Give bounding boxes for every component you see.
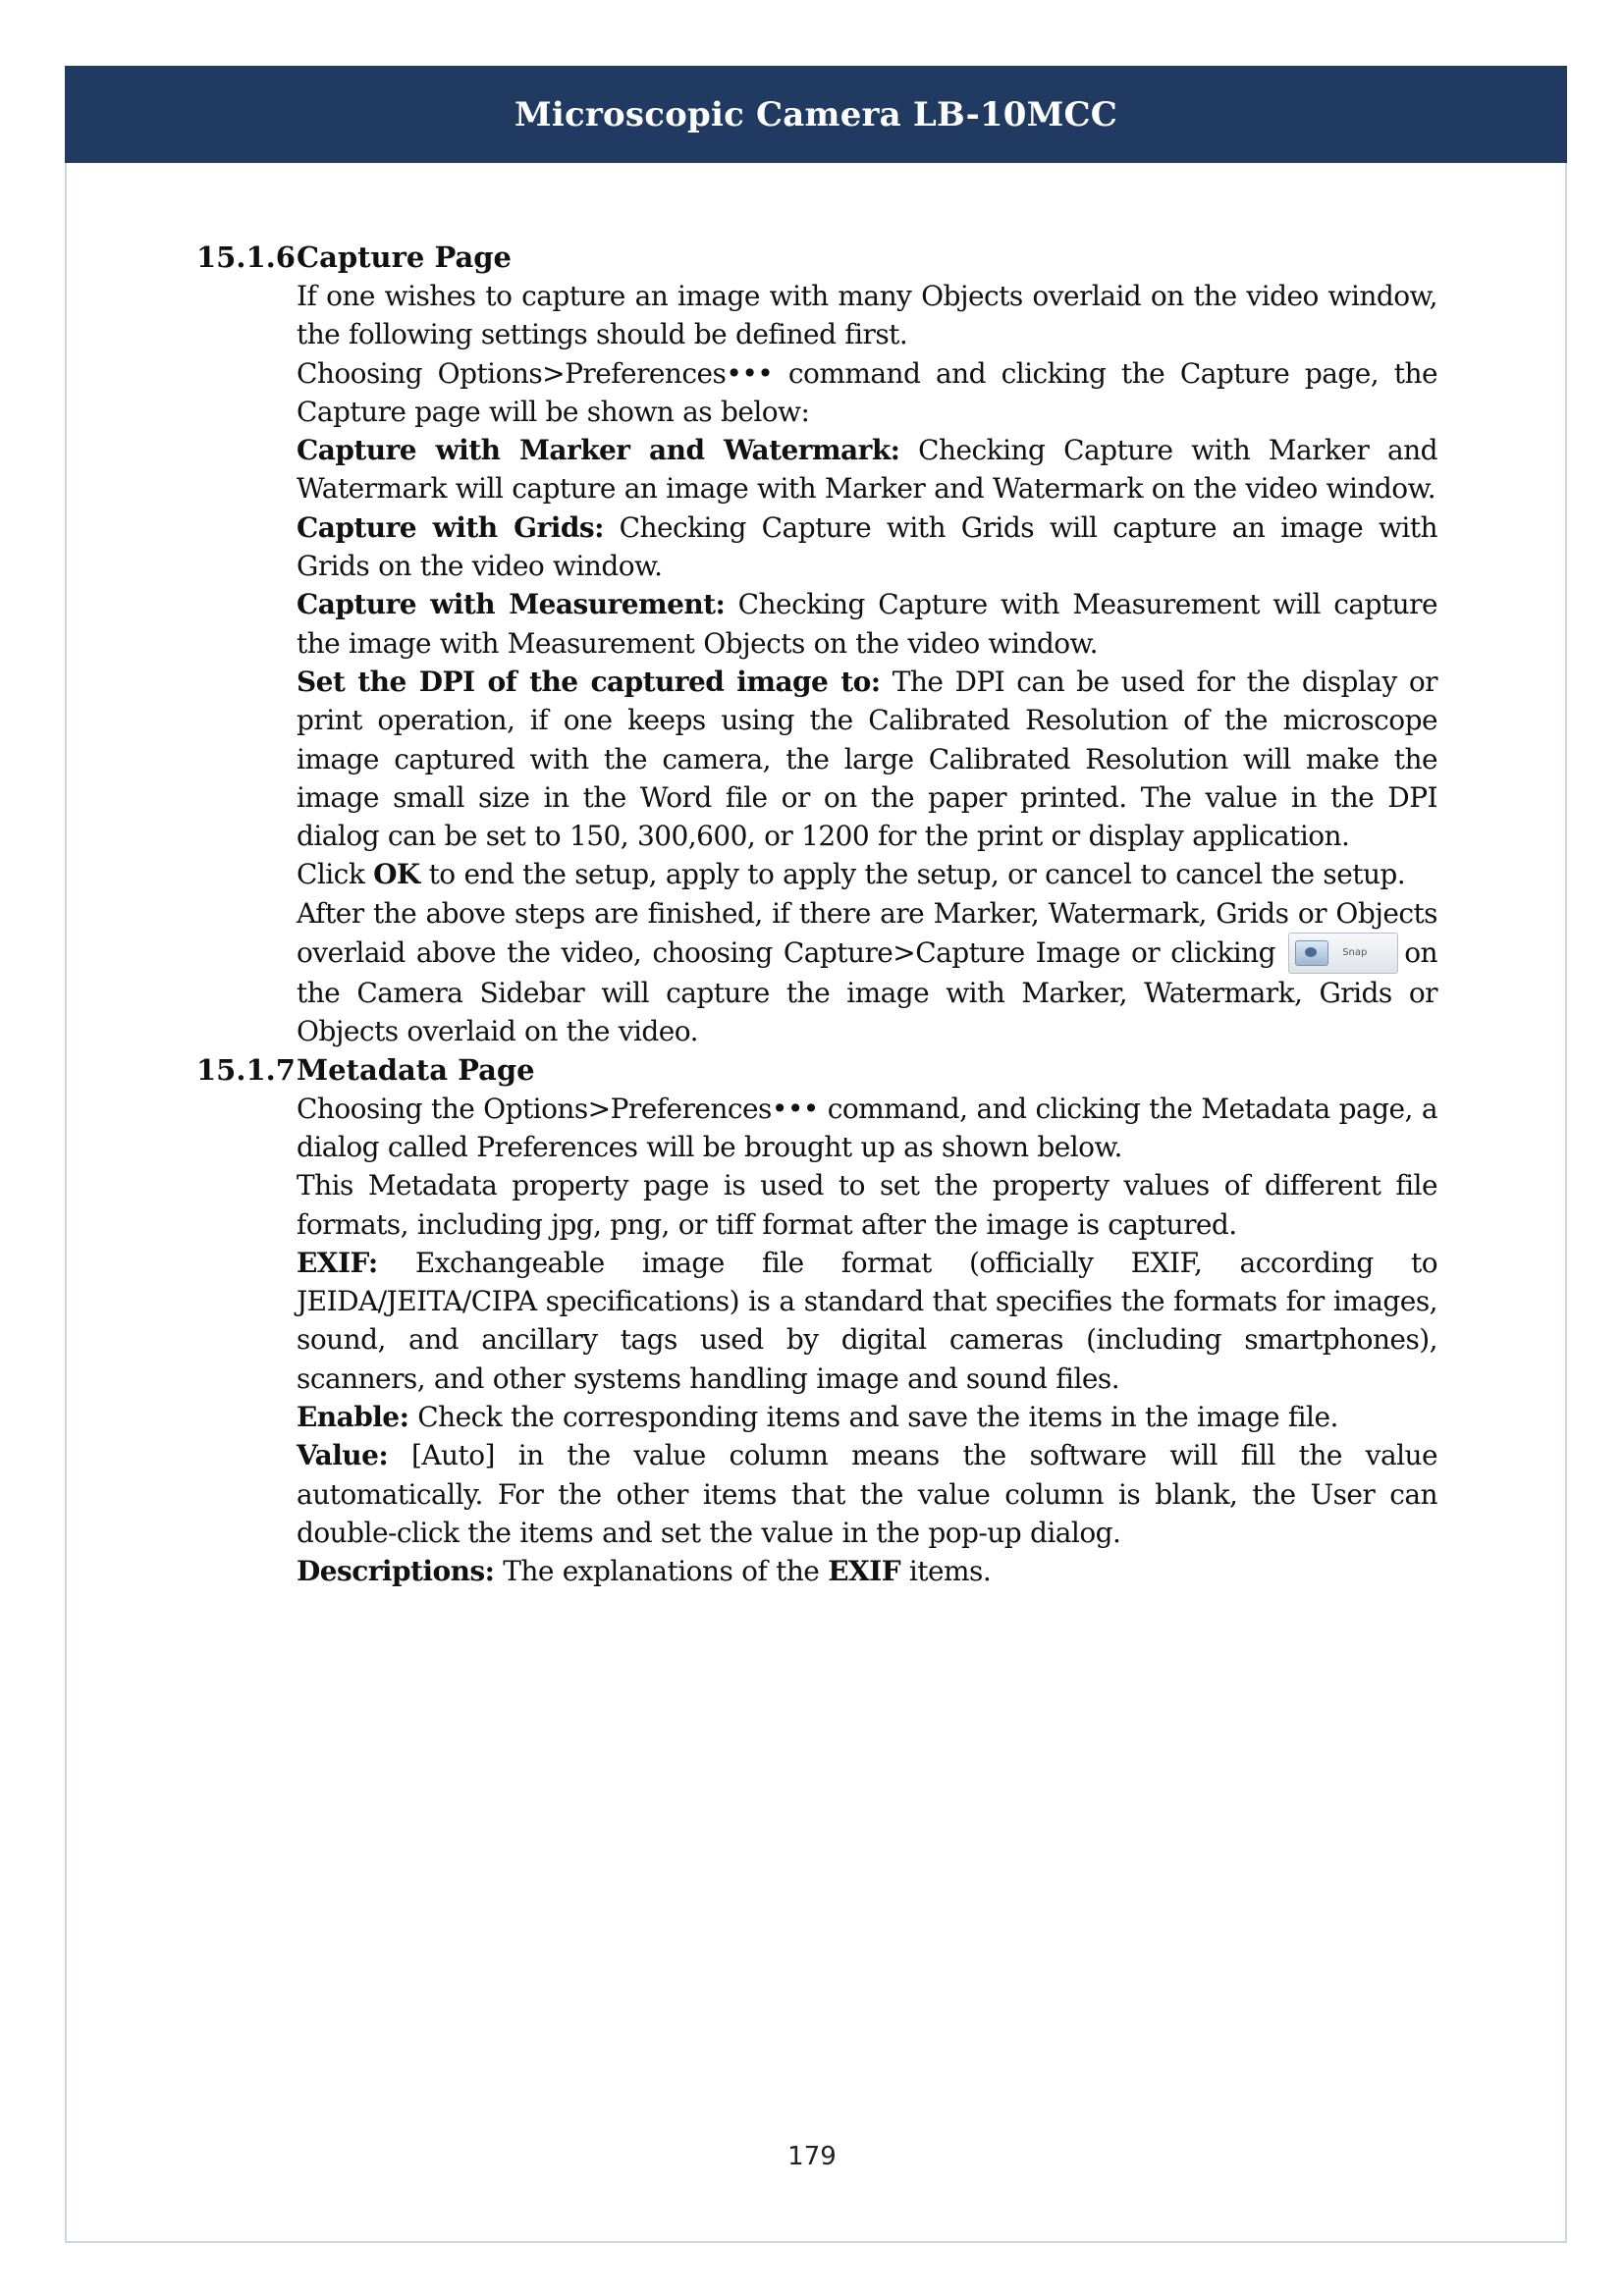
section-number: 15.1.6 — [196, 240, 296, 274]
text-run: Click — [297, 858, 374, 891]
term-description: Exchangeable image file format (officially EXIF, according to JEIDA/JEITA/CIPA specifications) is a standard that specifies the formats for images, sound, and ancillary tags used by digital cameras (including smartphones), scanners, and other systems handling image and sound files. — [297, 1246, 1437, 1395]
term-description: Check the corresponding items and save the items in the image file. — [408, 1401, 1338, 1434]
exif-term: EXIF — [828, 1555, 901, 1588]
metadata-open-paragraph: Choosing the Options>Preferences••• command, and clicking the Metadata page, a dialog called Preferences will be brought up as shown below. — [297, 1092, 1437, 1163]
term-description: [Auto] in the value column means the software will fill the value automatically. For the other items that the value column is blank, the User can double-click the items and set the value in the pop-up dialog. — [297, 1439, 1437, 1549]
header-title: Microscopic Camera LB-10MCC — [514, 94, 1117, 134]
term-description: The DPI can be used for the display or print operation, if one keeps using the Calibrated Resolution of the microscope image captured with the camera, the large Calibrated Resolution will make the image small size in the Word file or on the paper printed. The value in the DPI dialog can be set to 150, 300,600, or 1200 for the print or display application. — [297, 665, 1437, 853]
camera-icon — [1295, 940, 1328, 966]
page-header — [65, 66, 1567, 163]
ok-term: OK — [373, 858, 420, 891]
metadata-descriptions-paragraph — [297, 1552, 1437, 1590]
section-title: Capture Page — [297, 240, 513, 274]
metadata-enable-paragraph — [297, 1398, 1437, 1436]
snap-button[interactable] — [1288, 933, 1398, 974]
capture-finish-paragraph — [297, 894, 1437, 1051]
main-content — [196, 239, 1437, 1591]
term-label: Capture with Grids: — [297, 510, 604, 544]
metadata-purpose-paragraph: This Metadata property page is used to set the property values of different file formats, including jpg, png, or tiff format after the image is captured. — [297, 1169, 1437, 1241]
text-run: After the above steps are finished, if there are Marker, Watermark, Grids or Objects overlaid above the video, choosing Capture>Capture Image or clicking — [297, 896, 1437, 970]
snap-button-label: Snap — [1342, 947, 1368, 959]
term-label: Capture with Marker and Watermark: — [297, 434, 900, 467]
text-run: items. — [900, 1555, 992, 1588]
capture-open-paragraph: Choosing Options>Preferences••• command and clicking the Capture page, the Capture page will be shown as below: — [297, 356, 1437, 428]
term-label: Descriptions: — [297, 1555, 495, 1588]
section-heading-metadata-page — [196, 1051, 1437, 1090]
capture-ok-paragraph — [297, 855, 1437, 893]
term-description: The explanations of the — [494, 1555, 829, 1588]
section-heading-capture-page — [196, 239, 1437, 277]
text-run: on the Camera Sidebar will capture the image with Marker, Watermark, Grids or Objects overlaid on the video. — [297, 936, 1437, 1048]
section-title: Metadata Page — [297, 1052, 535, 1087]
term-label: Set the DPI of the captured image to: — [297, 665, 881, 698]
capture-dpi-paragraph — [297, 663, 1437, 855]
term-label: Capture with Measurement: — [297, 588, 726, 621]
capture-marker-watermark-paragraph — [297, 431, 1437, 508]
metadata-value-paragraph — [297, 1436, 1437, 1552]
capture-intro-paragraph: If one wishes to capture an image with many Objects overlaid on the video window, the following settings should be defined first. — [297, 280, 1437, 351]
term-label: Value: — [297, 1439, 389, 1472]
term-description: Checking Capture with Marker and Watermark will capture an image with Marker and Watermark on the video window. — [297, 434, 1437, 506]
capture-grids-paragraph — [297, 508, 1437, 586]
term-label: EXIF: — [297, 1246, 378, 1279]
term-description: Checking Capture with Measurement will capture the image with Measurement Objects on the video window. — [297, 588, 1437, 660]
capture-measurement-paragraph — [297, 585, 1437, 663]
metadata-exif-paragraph — [297, 1244, 1437, 1398]
term-label: Enable: — [297, 1401, 409, 1434]
term-description: Checking Capture with Grids will capture an image with Grids on the video window. — [297, 510, 1437, 583]
section-number: 15.1.7 — [196, 1052, 296, 1087]
page-number: 179 — [787, 2142, 837, 2171]
text-run: to end the setup, apply to apply the setup, or cancel to cancel the setup. — [419, 858, 1406, 891]
